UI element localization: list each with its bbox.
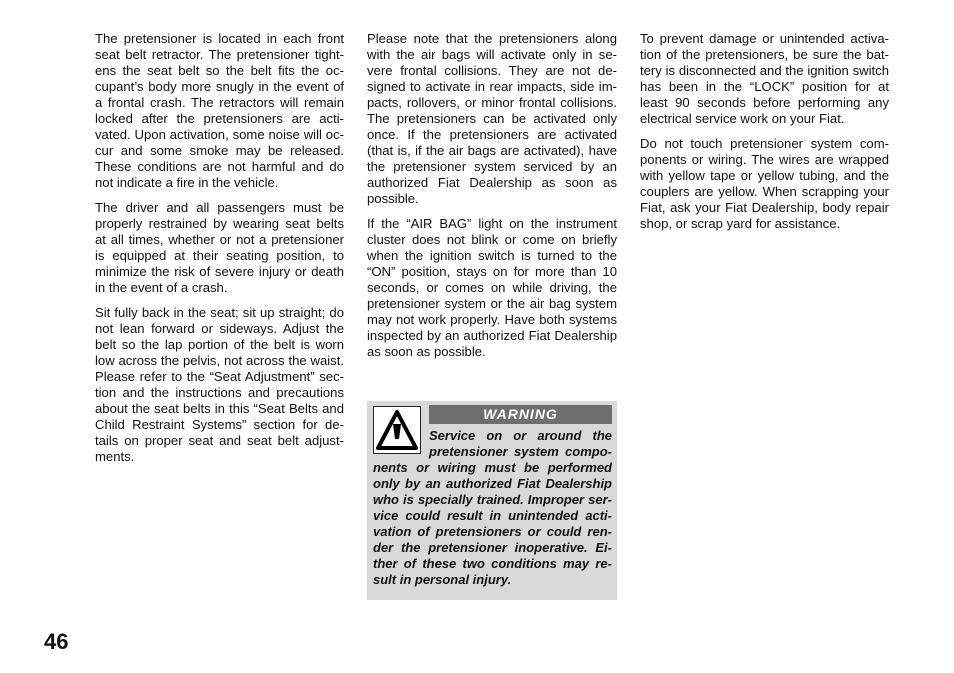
warning-box — [367, 401, 617, 600]
paragraph-prevent-damage: To prevent damage or unintended activation of the pretensioners, be sure the battery is disconnected and the ignition switch has been in the “LOCK” position for at least 90 seconds before performing any electrical service work on your Fiat. — [640, 31, 889, 126]
paragraph-passengers-restrained: The driver and all passengers must be properly restrained by wearing seat belts at all times, whether or not a pretensioner is equipped at their seating position, to minimize the risk of severe injury or death in the event of a crash. — [95, 200, 344, 295]
page-number: 46 — [44, 629, 69, 654]
text-column-right — [640, 31, 889, 241]
paragraph-do-not-touch: Do not touch pretensioner system components or wiring. The wires are wrapped with yellow tape or yellow tubing, and the couplers are yellow. When scrapping your Fiat, ask your Fiat Dealership, body repair shop, or scrap yard for assistance. — [640, 136, 889, 231]
text-column-left — [95, 31, 344, 474]
paragraph-air-bag-light: If the “AIR BAG” light on the instrument cluster does not blink or come on briefly when the ignition switch is turned to the “ON” position, stays on for more than 10 seconds, or comes on while driving, the pretensioner system or the air bag system may not work properly. Have both systems inspected by an authorized Fiat Dealership as soon as possible. — [367, 216, 617, 359]
paragraph-seat-position: Sit fully back in the seat; sit up straight; do not lean forward or sideways. Adjust the belt so the lap portion of the belt is worn low across the pelvis, not across the waist. Please refer to the “Seat Adjustment” section and the instructions and precautions about the seat belts in this “Seat Belts and Child Restraint Systems” section for details on proper seat and seat belt adjustments. — [95, 305, 344, 464]
paragraph-pretensioner-location: The pretensioner is located in each front seat belt retractor. The pretensioner tightens the seat belt so the belt fits the occupant’s body more snugly in the event of a frontal crash. The retractors will remain locked after the pretensioners are activated. Upon activation, some noise will occur and some smoke may be released. These conditions are not harmful and do not indicate a fire in the vehicle. — [95, 31, 344, 190]
text-column-middle — [367, 31, 617, 369]
warning-text: Service on or around the pretensioner system components or wiring must be performed only by an authorized Fiat Dealership who is specially trained. Improper service could result in unintended activation of pretensioners or could render the pretensioner inoperative. Either of these two conditions may result in personal injury. — [373, 428, 612, 587]
warning-triangle-icon — [373, 406, 421, 454]
warning-title: WARNING — [429, 405, 612, 424]
paragraph-activation-conditions: Please note that the pretensioners along with the air bags will activate only in severe frontal collisions. They are not designed to activate in rear impacts, side impacts, rollovers, or minor frontal collisions. The pretensioners can be activated only once. If the pretensioners are activated (that is, if the air bags are activated), have the pretensioner system serviced by an authorized Fiat Dealership as soon as possible. — [367, 31, 617, 206]
